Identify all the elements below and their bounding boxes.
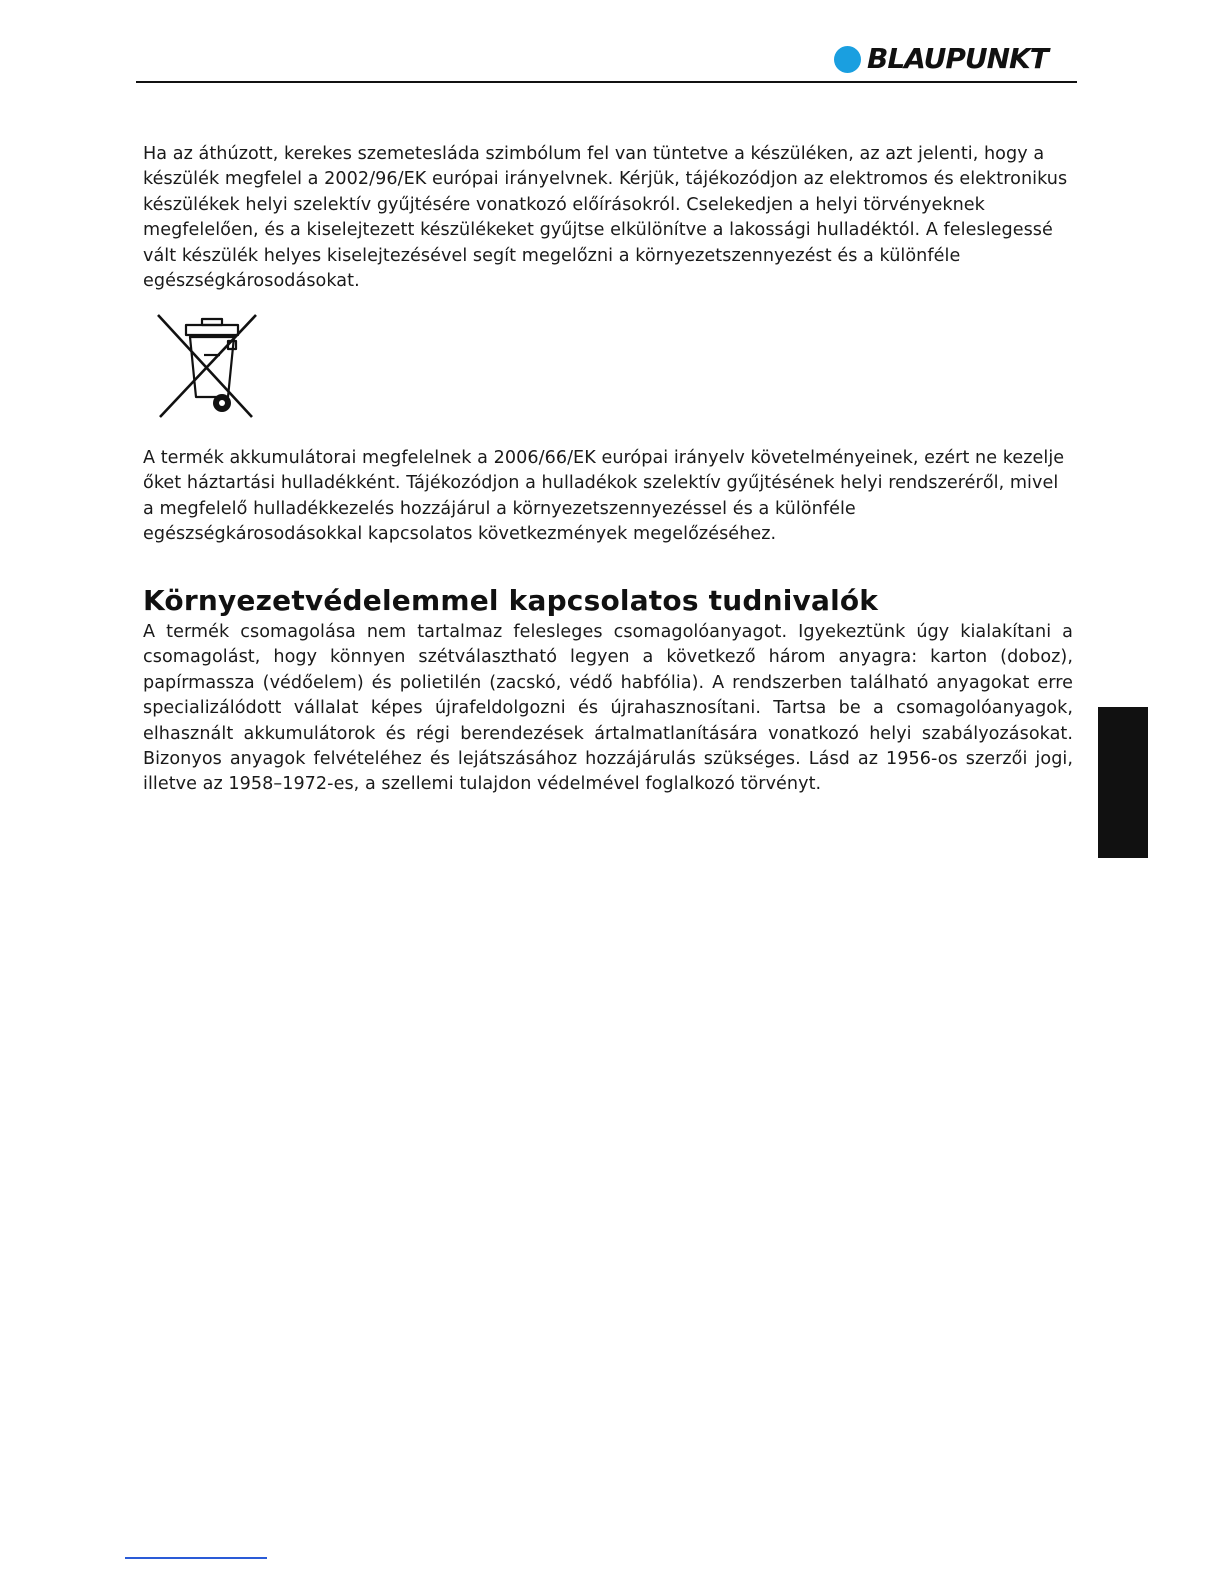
environment-heading: Környezetvédelemmel kapcsolatos tudnivalók (143, 584, 879, 617)
header-divider (136, 81, 1077, 83)
environment-paragraph: A termék csomagolása nem tartalmaz felesleges csomagolóanyagot. Igyekeztünk úgy kialakítani a csomagolást, hogy könnyen szétválasztható legyen a következő három anyagra: karton (doboz), papírmassza (védőelem) és polietilén (zacskó, védő habfólia). A rendszerben található anyagokat erre specializálódott vállalat képes újrafeldolgozni és újrahasznosítani. Tartsa be a csomagolóanyagok, elhasznált akkumulátorok és régi berendezések ártalmatlanítására vonatkozó helyi szabályozásokat. Bizonyos anyagok felvételéhez és lejátszásához hozzájárulás szükséges. Lásd az 1956-os szerzői jogi, illetve az 1958–1972-es, a szellemi tulajdon védelmével foglalkozó törvényt. (143, 622, 1073, 795)
footer-divider (125, 1557, 267, 1559)
crossed-out-wheelie-bin-icon (154, 313, 258, 419)
battery-paragraph: A termék akkumulátorai megfelelnek a 2006/66/EK európai irányelv követelményeinek, ezért ne kezelje őket háztartási hulladékként. Tájékozódjon a hulladékok szelektív gyűjtésének helyi rendszeréről, mivel a megfelelő hulladékkezelés hozzájárul a környezetszennyezéssel és a különféle egészségkárosodásokkal kapcsolatos következmények megelőzéséhez. (143, 448, 1065, 545)
brand-logo (834, 42, 1048, 76)
language-side-tab (1098, 707, 1148, 858)
brand-logo-text: BLAUPUNKT (867, 42, 1048, 75)
brand-logo-dot (834, 46, 861, 73)
weee-paragraph: Ha az áthúzott, kerekes szemetesláda szimbólum fel van tüntetve a készüléken, az azt jelenti, hogy a készülék megfelel a 2002/96/EK európai irányelvnek. Kérjük, tájékozódjon az elektromos és elektronikus készülékek helyi szelektív gyűjtésére vonatkozó előírásokról. Cselekedjen a helyi törvényeknek megfelelően, és a kiselejtezett készülékeket gyűjtse elkülönítve a lakossági hulladéktól. A feleslegessé vált készülék helyes kiselejtezésével segít megelőzni a környezetszennyezést és a különféle egészségkárosodásokat. (143, 144, 1068, 292)
